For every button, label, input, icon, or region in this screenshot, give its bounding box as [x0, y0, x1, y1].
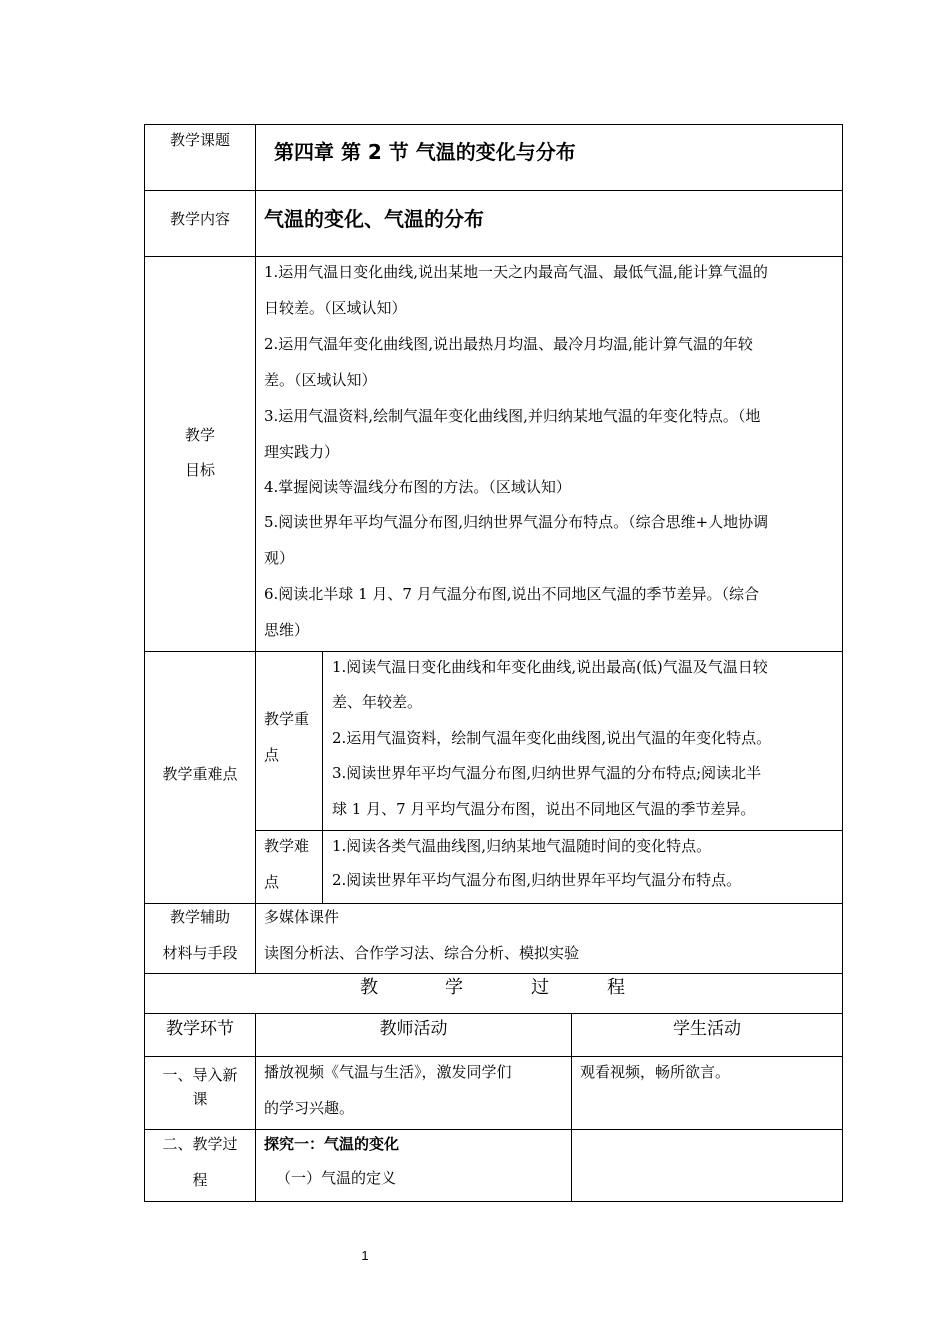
col-header-student: 学生活动: [673, 1019, 741, 1039]
topic-value: 第四章 第 2 节 气温的变化与分布: [274, 140, 576, 164]
focus-label-line2: 点: [264, 746, 280, 764]
stage-line1: 二、教学过: [162, 1135, 238, 1153]
objective-line: 差。（区域认知）: [264, 371, 377, 389]
focus-line: 2.运用气温资料，绘制气温年变化曲线图,说出气温的年变化特点。: [332, 729, 772, 747]
objective-line: 1.运用气温日变化曲线,说出某地一天之内最高气温、最低气温,能计算气温的: [264, 263, 768, 281]
objectives-label-line1: 教学: [184, 426, 215, 444]
materials-line2: 读图分析法、合作学习法、综合分析、模拟实验: [264, 944, 580, 962]
stage-line2: 程: [192, 1171, 208, 1189]
difficulty-label-line1: 教学难: [264, 837, 310, 855]
process-title-char: 过: [531, 977, 549, 998]
teacher-line1: 探究一：气温的变化: [264, 1135, 400, 1153]
objectives-label-line2: 目标: [184, 461, 215, 479]
focus-line: 1.阅读气温日变化曲线和年变化曲线,说出最高(低)气温及气温日较: [332, 658, 768, 676]
col-header-stage: 教学环节: [166, 1019, 234, 1039]
focus-line: 差、年较差。: [332, 693, 423, 711]
difficulty-line: 1.阅读各类气温曲线图,归纳某地气温随时间的变化特点。: [332, 837, 712, 855]
content-label: 教学内容: [169, 210, 230, 228]
page-number: 1: [361, 1248, 369, 1263]
teacher-line2: （一）气温的定义: [276, 1169, 397, 1187]
focus-label-line1: 教学重: [264, 710, 310, 728]
objective-line: 2.运用气温年变化曲线图,说出最热月均温、最冷月均温,能计算气温的年较: [264, 335, 753, 353]
stage-line1: 一、导入新: [162, 1066, 238, 1084]
stage-line2: 课: [192, 1090, 208, 1108]
objective-line: 观）: [264, 549, 295, 567]
process-title-char: 教: [360, 977, 378, 998]
key-points-label: 教学重难点: [162, 765, 238, 783]
focus-line: 球 1 月、7 月平均气温分布图，说出不同地区气温的季节差异。: [332, 800, 756, 818]
focus-line: 3.阅读世界年平均气温分布图,归纳世界气温的分布特点;阅读北半: [332, 764, 762, 782]
process-title-char: 程: [607, 977, 625, 998]
objective-line: 日较差。（区域认知）: [264, 299, 407, 317]
difficulty-line: 2.阅读世界年平均气温分布图,归纳世界年平均气温分布特点。: [332, 871, 742, 889]
objective-line: 理实践力）: [264, 443, 340, 461]
objective-line: 3.运用气温资料,绘制气温年变化曲线图,并归纳某地气温的年变化特点。（地: [264, 407, 761, 425]
content-value: 气温的变化、气温的分布: [264, 207, 484, 231]
difficulty-label-line2: 点: [264, 873, 280, 891]
materials-label-line2: 材料与手段: [162, 944, 238, 962]
objective-line: 5.阅读世界年平均气温分布图,归纳世界气温分布特点。（综合思维+人地协调: [264, 513, 769, 531]
topic-label: 教学课题: [169, 131, 230, 149]
objective-line: 4.掌握阅读等温线分布图的方法。（区域认知）: [264, 478, 571, 496]
col-header-teacher: 教师活动: [379, 1019, 448, 1039]
student-line1: 观看视频，畅所欲言。: [580, 1063, 731, 1081]
materials-line1: 多媒体课件: [264, 908, 340, 926]
objective-line: 思维）: [264, 621, 310, 639]
objective-line: 6.阅读北半球 1 月、7 月气温分布图,说出不同地区气温的季节差异。（综合: [264, 585, 759, 603]
teacher-line2: 的学习兴趣。: [264, 1099, 355, 1117]
process-title-char: 学: [445, 977, 463, 998]
teacher-line1: 播放视频《气温与生活》，激发同学们: [264, 1063, 512, 1081]
materials-label-line1: 教学辅助: [169, 908, 230, 926]
